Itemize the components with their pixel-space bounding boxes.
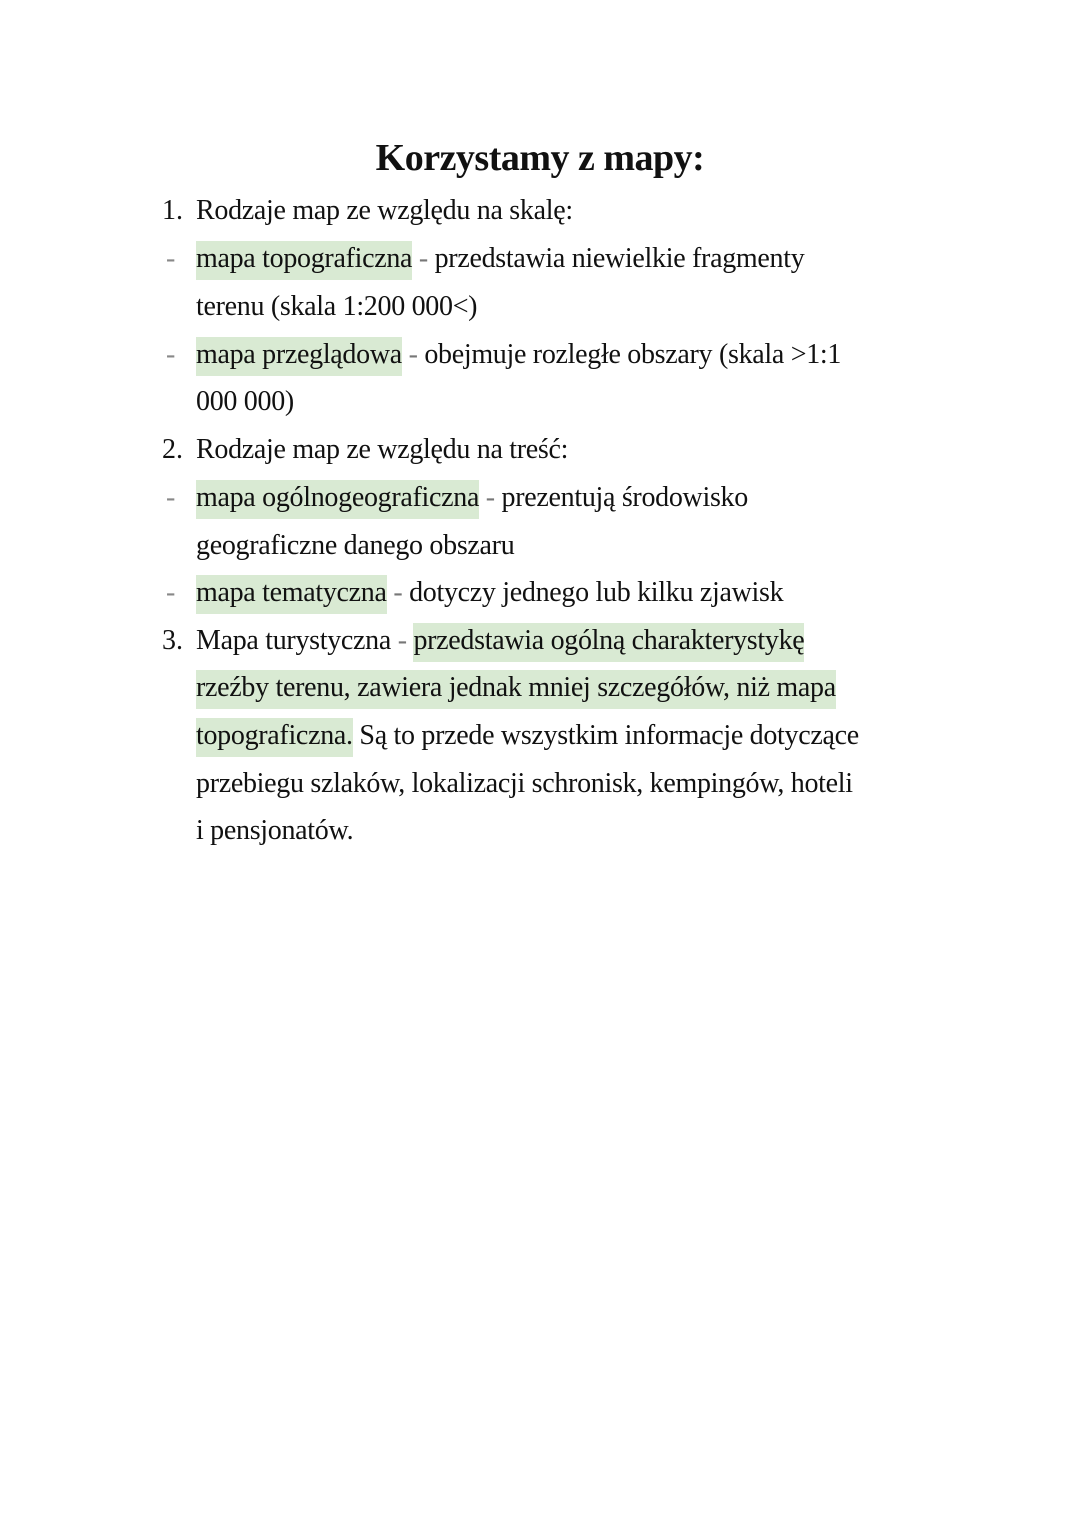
bullet-dash: - — [166, 482, 176, 513]
section-1-heading: Rodzaje map ze względu na skalę: — [196, 195, 573, 226]
section-2-number: 2. — [162, 434, 183, 465]
term-description-continued: geograficzne danego obszaru — [196, 530, 515, 561]
section-3-heading: Mapa turystyczna — [196, 625, 392, 656]
term-description-continued: 000 000) — [196, 386, 294, 417]
highlighted-description: przedstawia ogólną charakterystykę — [413, 623, 804, 662]
term-separator: - — [386, 577, 410, 608]
section-2-heading: Rodzaje map ze względu na treść: — [196, 434, 569, 465]
term-separator: - — [479, 482, 502, 513]
highlighted-term: mapa przeglądowa — [196, 337, 402, 376]
term-description: obejmuje rozległe obszary (skala >1:1 — [424, 339, 842, 370]
term-description: prezentują środowisko — [501, 482, 748, 513]
highlighted-description: rzeźby terenu, zawiera jednak mniej szczegółów, niż mapa — [196, 670, 836, 709]
highlighted-description: topograficzna. — [196, 718, 353, 757]
section-3-number: 3. — [162, 625, 183, 656]
bullet-dash: - — [166, 339, 176, 370]
document-title: Korzystamy z mapy: — [375, 137, 705, 179]
term-description: przedstawia niewielkie fragmenty — [434, 243, 805, 274]
bullet-dash: - — [166, 243, 176, 274]
highlighted-term: mapa ogólnogeograficzna — [196, 480, 479, 519]
section-1-number: 1. — [162, 195, 183, 226]
list-item-thematic — [196, 573, 783, 613]
bullet-dash: - — [166, 577, 176, 608]
term-separator: - — [391, 625, 414, 656]
term-separator: - — [401, 339, 425, 370]
highlighted-term: mapa topograficzna — [196, 241, 412, 280]
section-3-line-4: przebiegu szlaków, lokalizacji schronisk, kempingów, hoteli — [196, 768, 853, 799]
description-text: Są to przede wszystkim informacje dotyczące — [352, 720, 859, 751]
term-separator: - — [412, 243, 435, 274]
list-item-topographic — [196, 239, 804, 279]
term-description-continued: terenu (skala 1:200 000<) — [196, 291, 478, 322]
highlighted-term: mapa tematyczna — [196, 575, 387, 614]
section-3-line-5: i pensjonatów. — [196, 815, 354, 846]
term-description: dotyczy jednego lub kilku zjawisk — [409, 577, 784, 608]
section-3-line-2 — [196, 668, 836, 708]
section-3-line-1 — [196, 621, 804, 661]
list-item-overview — [196, 335, 841, 375]
list-item-general-geographic — [196, 478, 748, 518]
section-3-line-3 — [196, 716, 859, 756]
